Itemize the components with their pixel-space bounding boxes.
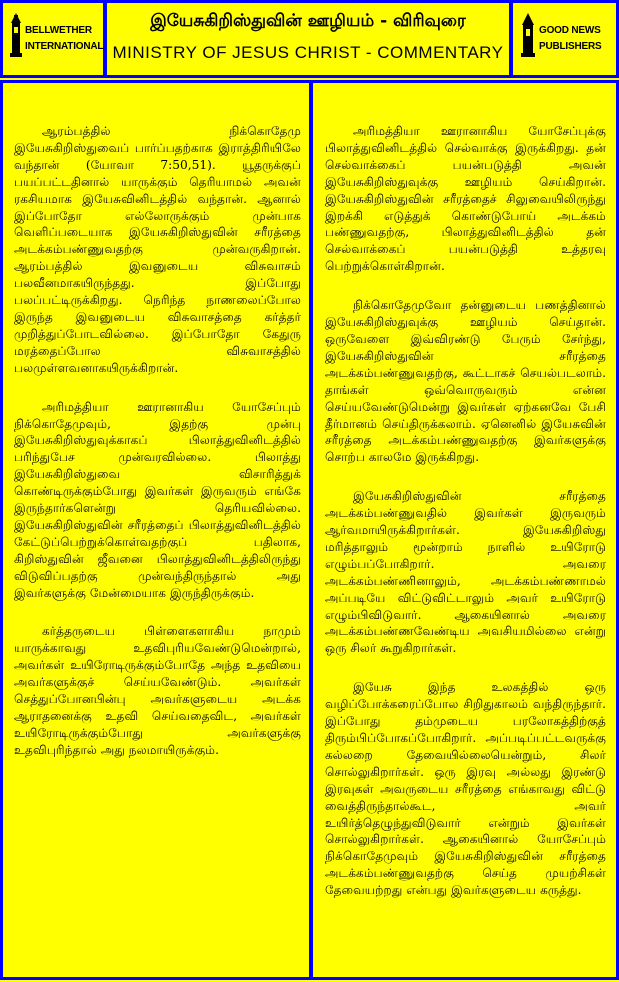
paragraph: அரிமத்தியா ஊரானாகிய யோசேப்பும் நிக்கொதேமுவும், இதற்கு முன்பு இயேசுகிறிஸ்துவுக்காகப் பிலாத்துவினிடத்தில் பரிந்துபேச முன்வரவில்லை. பிலாத்து இயேசுகிறிஸ்துவை விசாரித்துக் கொண்டிருக்கும்போது இவர்கள் இருவரும் எங்கே இருந்தார்களென்று தெரியவில்லை. இயேசுகிறிஸ்துவின் சரீரத்தைப் பிலாத்துவினிடத்தில் கேட்டுப்பெற்றுக்கொள்வதற்குப் பதிலாக, கிறிஸ்துவின் ஜீவனை பிலாத்துவினிடத்திலிருந்து விடுவிப்பதற்கு முன்வந்திருந்தால் அது இவர்களுக்கு மேன்மையாக இருந்திருக்கும். (14, 399, 301, 600)
right-column (310, 80, 619, 980)
bell-tower-icon (9, 13, 23, 65)
paragraph: இயேசு இந்த உலகத்தில் ஒரு வழிப்போக்கரைப்போல சிறிதுகாலம் வந்திருந்தார். இப்போது தம்முடைய பரலோகத்திற்குத் திரும்பிப்போகப்போகிறார். அப்படிப்பட்டவருக்கு கல்லறை தேவையில்லையென்றும், சிலர் சொல்லுகிறார்கள். ஒரு இரவு அல்லது இரண்டு இரவுகள் அவருடைய சரீரத்தை எங்காவது விட்டு வைத்திருந்தால்கூட, அவர் உயிர்த்தெழுந்துவிடுவார் என்றும் இவர்கள் சொல்லுகிறார்கள். ஆகையினால் யோசேப்பும் நிக்கொதேமுவும் இயேசுகிறிஸ்துவின் சரீரத்தை அடக்கம்பண்ணுவதற்கு செய்த முயற்சிகள் தேவையற்றது என்பது இவர்களுடைய கருத்து. (325, 680, 606, 898)
good-news-logo-line2: PUBLISHERS (539, 41, 602, 52)
bellwether-logo (3, 3, 103, 75)
bell-tower-icon (519, 13, 537, 65)
title-box (107, 3, 509, 75)
good-news-logo-line1: GOOD NEWS (539, 25, 601, 36)
good-news-logo (513, 3, 616, 75)
paragraph: அரிமத்தியா ஊரானாகிய யோசேப்புக்கு பிலாத்துவினிடத்தில் செல்வாக்கு இருக்கிறது. தன் செல்வாக்கைப் பயன்படுத்தி அவன் இயேசுகிறிஸ்துவுக்கு ஊழியம் செய்கிறான். இயேசுகிறிஸ்துவின் சரீரத்தைச் சிலுவையிலிருந்து இறக்கி எடுத்துக் கொண்டுபோய் அடக்கம் பண்ணுவதற்கு, பிலாத்துவினிடத்தில் தன் செல்வாக்கைப் பயன்படுத்தி உத்தரவு பெற்றுக்கொள்கிறான். (325, 124, 606, 274)
content-area (0, 78, 619, 982)
bellwether-logo-mark (9, 13, 103, 65)
paragraph: ஆரம்பத்தில் நிக்கொதேமு இயேசுகிறிஸ்துவைப் பார்ப்பதற்காக இராத்திரியிலே வந்தான் (யோவா 7:50,51). யூதருக்குப் பயப்பட்டதினால் யாருக்கும் தெரியாமல் அவன் ரகசியமாக இயேசுவினிடத்தில் வந்தான். ஆனால் இப்போதோ எல்லோருக்கும் முன்பாக வெளிப்படையாக இயேசுகிறிஸ்துவின் சரீரத்தை அடக்கம்பண்ணுவதற்கு முன்வருகிறான். ஆரம்பத்தில் இவனுடைய விசுவாசம் பலவீனமாகயிருந்தது. இப்போது பலப்பட்டிருக்கிறது. நெரிந்த நாணலைப்போல இருந்த இவனுடைய விசுவாசத்தை கர்த்தர் முறித்துப்போடவில்லை. இப்போதோ கேதுரு மரத்தைப்போல விசுவாசத்தில் பலமுள்ளவனாகயிருக்கிறான். (14, 124, 301, 375)
bellwether-logo-line2: INTERNATIONAL (25, 41, 103, 52)
left-column (0, 80, 312, 980)
paragraph: நிக்கொதேமுவோ தன்னுடைய பணத்தினால் இயேசுகிறிஸ்துவுக்கு ஊழியம் செய்தான். ஒருவேளை இவ்விரண்டு பேரும் சேர்ந்து, இயேசுகிறிஸ்துவின் சரீரத்தை அடக்கம்பண்ணுவதற்கு, கூட்டாகச் செயல்படலாம். தாங்கள் ஒவ்வொருவரும் என்ன செய்யவேண்டுமென்று இவர்கள் ஏற்கனவே பேசி தீர்மானம் செய்திருக்கலாம். ஏனெனில் இயேசுவின் சரீரத்தை அடக்கம்பண்ணுவதற்கு இவர்களுக்கு சொற்ப காலமே இருக்கிறது. (325, 298, 606, 465)
good-news-logo-mark (519, 13, 609, 65)
paragraph: இயேசுகிறிஸ்துவின் சரீரத்தை அடக்கம்பண்ணுவதில் இவர்கள் இருவரும் ஆர்வமாயிருக்கிறார்கள். இயேசுகிறிஸ்து மரித்தாலும் மூன்றாம் நாளில் உயிரோடு எழும்பப்போகிறார். அவரை அடக்கம்பண்ணினாலும், அடக்கம்பண்ணாமல் அப்படியே விட்டுவிட்டாலும் அவர் உயிரோடு எழும்பிவிடுவார். ஆகையினால் அவரை அடக்கம்பண்ணவேண்டிய அவசியமில்லை என்று ஒரு சிலர் கூறுகிறார்கள். (325, 489, 606, 656)
header-banner (0, 0, 619, 78)
paragraph: கர்த்தருடைய பிள்ளைகளாகிய நாமும் யாருக்காவது உதவிபுரியவேண்டுமென்றால், அவர்கள் உயிரோடிருக்கும்போதே அந்த உதவியை அவர்களுக்குச் செய்யவேண்டும். அவர்கள் செத்துப்போனபின்பு அவர்களுடைய அடக்க ஆராதனைக்கு உதவி செய்வதைவிட, அவர்கள் உயிரோடிருக்கும்போது அவர்களுக்கு உதவிபுரிந்தால் அது நலமாயிருக்கும். (14, 624, 301, 757)
page-title-english: MINISTRY OF JESUS CHRIST - COMMENTARY (112, 43, 504, 62)
page-title-tamil: இயேசுகிறிஸ்துவின் ஊழியம் - விரிவுரை (150, 11, 466, 31)
bellwether-logo-line1: BELLWETHER (25, 25, 92, 36)
